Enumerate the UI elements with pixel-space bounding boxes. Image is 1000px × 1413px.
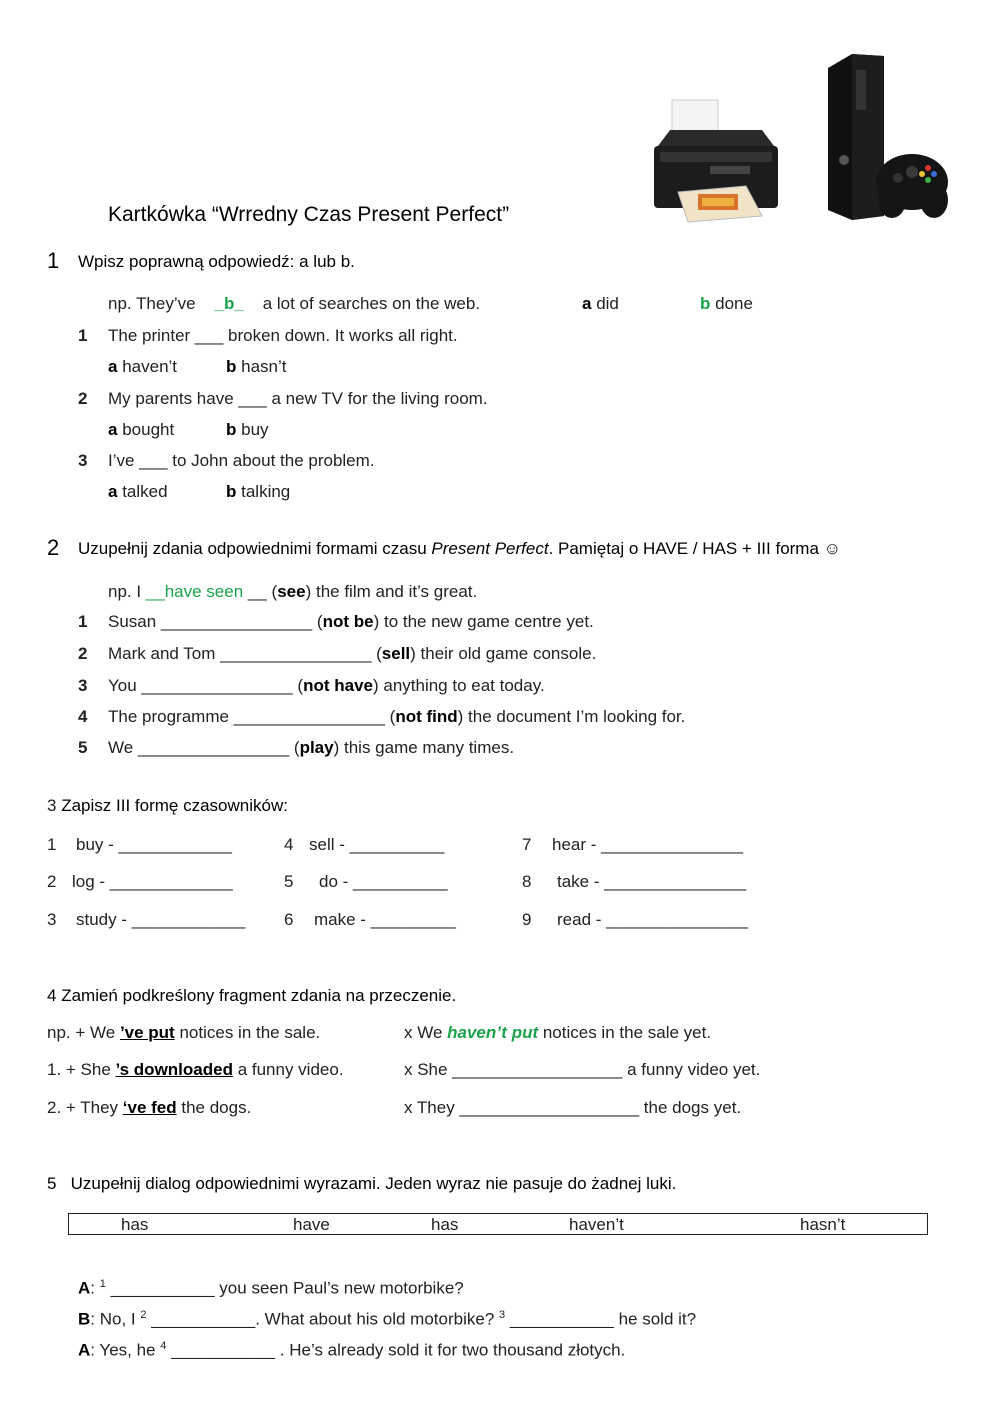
s1-option-b: b talking: [226, 482, 291, 501]
s2-item-text: Susan ________________ (not be) to the new game centre yet.: [108, 612, 594, 631]
s4-item-positive: 1. + She ’s downloaded a funny video.: [47, 1060, 344, 1079]
s1-item-text: I’ve ___ to John about the problem.: [108, 451, 375, 470]
dialog-speaker: B: [78, 1309, 91, 1329]
section-3-number: 3: [47, 796, 57, 815]
section-1-number: 1: [47, 248, 60, 273]
section-5-instruction: Uzupełnij dialog odpowiednimi wyrazami. Jeden wyraz nie pasuje do żadnej luki.: [70, 1174, 677, 1193]
s1-option-b: b buy: [226, 420, 269, 439]
section-5-heading: [47, 1174, 676, 1194]
s2-item-text: Mark and Tom ________________ (sell) their old game console.: [108, 644, 597, 663]
section-3-heading: [47, 796, 288, 816]
section-1-instruction: Wpisz poprawną odpowiedź: a lub b.: [78, 252, 355, 271]
printer-image: [650, 96, 780, 224]
section-5-number: 5: [47, 1174, 57, 1193]
dialog-speaker: A: [78, 1340, 91, 1360]
s2-item-text: You ________________ (not have) anything to eat today.: [108, 676, 545, 695]
s2-item-text: The programme ________________ (not find) the document I’m looking for.: [108, 707, 686, 726]
s3-item-number: 4: [284, 835, 294, 854]
s1-option-a: a bought: [108, 420, 175, 439]
s1-item-number: 2: [78, 389, 88, 408]
s1-item-text: The printer ___ broken down. It works all right.: [108, 326, 458, 345]
s3-item-number: 2: [47, 872, 57, 891]
section-2-instruction: Uzupełnij zdania odpowiednimi formami czasu Present Perfect. Pamiętaj o HAVE / HAS + III forma ☺: [78, 539, 842, 558]
s2-item-number: 2: [78, 644, 88, 663]
s4-item-negative: x She __________________ a funny video yet.: [404, 1060, 761, 1079]
s3-item-number: 8: [522, 872, 532, 891]
s3-item-text: read - _______________: [557, 910, 748, 929]
s1-option-b: b hasn’t: [226, 357, 287, 376]
section-2-example: np. I __have seen __ (see) the film and it’s great.: [108, 582, 478, 601]
s3-item-text: buy - ____________: [76, 835, 232, 854]
section-3-instruction: Zapisz III formę czasowników:: [61, 796, 288, 815]
s3-item-text: make - _________: [314, 910, 456, 929]
word-box: [68, 1213, 928, 1235]
example-option-b: b done: [700, 294, 753, 313]
section-2-number: 2: [47, 535, 60, 560]
word-box-item: has: [121, 1215, 149, 1234]
s3-item-number: 9: [522, 910, 532, 929]
s4-item-positive: 2. + They ‘ve fed the dogs.: [47, 1098, 252, 1117]
word-box-item: hasn’t: [800, 1215, 846, 1234]
game-console-image: [822, 50, 952, 222]
word-box-item: has: [431, 1215, 459, 1234]
s4-example-negative: x We haven’t put notices in the sale yet.: [404, 1023, 712, 1042]
s1-option-a: a talked: [108, 482, 168, 501]
example-answer: __have seen: [145, 582, 244, 601]
s1-option-a: a haven’t: [108, 357, 178, 376]
s3-item-text: hear - _______________: [552, 835, 743, 854]
s4-example-positive: np. + We ’ve put notices in the sale.: [47, 1023, 321, 1042]
s2-item-number: 1: [78, 612, 88, 631]
dialog-speaker: A: [78, 1278, 91, 1298]
s1-item-number: 3: [78, 451, 88, 470]
word-box-item: haven’t: [569, 1215, 624, 1234]
dialog-line: B: No, I $^2$ ___________. What about his old motorbike? $^3$ ___________ he sold it?: [78, 1309, 697, 1329]
s1-item-number: 1: [78, 326, 88, 345]
s4-item-negative: x They ___________________ the dogs yet.: [404, 1098, 742, 1117]
word-box-item: have: [293, 1215, 330, 1234]
s2-item-number: 3: [78, 676, 88, 695]
s3-item-text: sell - __________: [309, 835, 445, 854]
s3-item-text: take - _______________: [557, 872, 747, 891]
s3-item-number: 1: [47, 835, 57, 854]
s3-item-number: 6: [284, 910, 294, 929]
s3-item-text: log - _____________: [72, 872, 233, 891]
s2-item-number: 5: [78, 738, 88, 757]
s3-item-number: 3: [47, 910, 57, 929]
example-answer: _b_: [214, 294, 244, 313]
section-4-heading: [47, 986, 456, 1006]
example-option-a: a did: [582, 294, 619, 313]
s3-item-number: 7: [522, 835, 532, 854]
page-title: Kartkówka “Wrredny Czas Present Perfect”: [108, 203, 510, 226]
s3-item-number: 5: [284, 872, 294, 891]
s2-item-text: We ________________ (play) this game many times.: [108, 738, 515, 757]
example-answer: haven’t put: [447, 1023, 539, 1042]
s3-item-text: study - ____________: [76, 910, 246, 929]
dialog-line: A: Yes, he $^4$ ___________ . He’s already sold it for two thousand złotych.: [78, 1340, 626, 1360]
section-1-example: np. They’ve _b_ a lot of searches on the web.: [108, 294, 481, 313]
s2-item-number: 4: [78, 707, 88, 726]
s3-item-text: do - __________: [319, 872, 448, 891]
s1-item-text: My parents have ___ a new TV for the living room.: [108, 389, 488, 408]
section-4-instruction: Zamień podkreślony fragment zdania na przeczenie.: [61, 986, 457, 1005]
section-4-number: 4: [47, 986, 57, 1005]
dialog-line: A: $^1$ ___________ you seen Paul’s new motorbike?: [78, 1278, 464, 1298]
